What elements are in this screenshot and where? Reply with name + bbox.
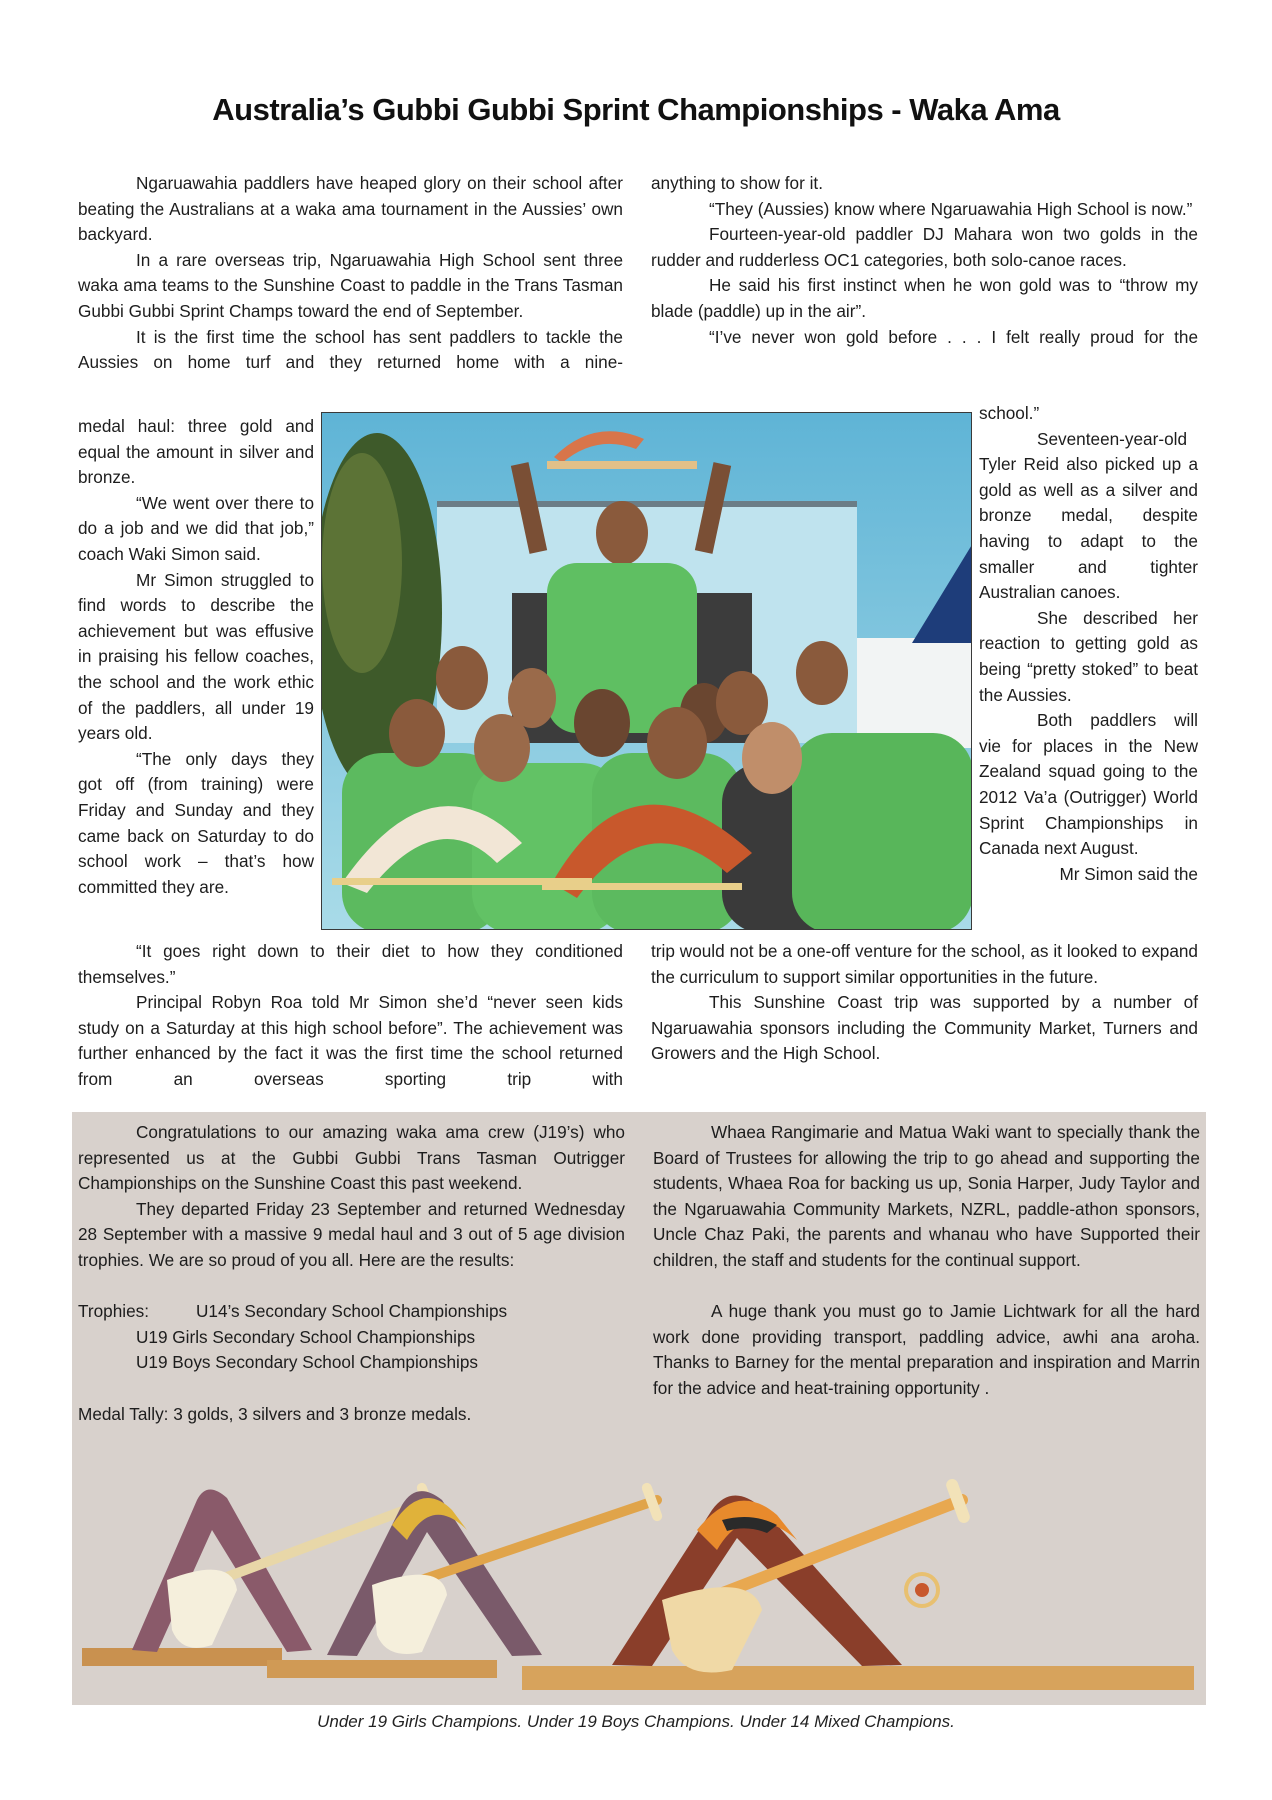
notice-right-column <box>653 1120 1200 1402</box>
right-column-bottom <box>651 939 1198 1067</box>
paragraph: “I’ve never won gold before . . . I felt really proud for the <box>709 326 1198 347</box>
boomerang-trophies-illustration <box>72 1470 1206 1705</box>
paragraph: “It goes right down to their diet to how they conditioned themselves.” <box>78 941 623 987</box>
paragraph: She described her reaction to getting gold as being “pretty stoked” to beat the Aussies. <box>979 607 1198 705</box>
paragraph: Whaea Rangimarie and Matua Waki want to specially thank the Board of Trustees for allowing the trip to go ahead and supporting the students, Whaea Roa for backing us up, Sonia Harper, Judy Taylor and the Ngaruawahia Community Markets, NZRL, paddle-athon sponsors, Uncle Chaz Paki, the parents and whanau who have Supported their children, the staff and students for the continual support. <box>653 1122 1200 1270</box>
trophy-list-row <box>78 1299 625 1325</box>
paragraph: He said his first instinct when he won gold was to “throw my blade (paddle) up in the air”. <box>651 275 1198 321</box>
photo-caption: Under 19 Girls Champions. Under 19 Boys Champions. Under 14 Mixed Champions. <box>317 1712 955 1731</box>
left-column-top <box>78 171 623 376</box>
notice-left-column <box>78 1120 625 1427</box>
paragraph: Fourteen-year-old paddler DJ Mahara won two golds in the rudder and rudderless OC1 categories, both solo-canoe races. <box>651 224 1198 270</box>
paragraph: trip would not be a one-off venture for the school, as it looked to expand the curriculum to support similar opportunities in the future. <box>651 941 1198 987</box>
team-photo-illustration <box>322 413 972 930</box>
paragraph: It is the first time the school has sent paddlers to tackle the Aussies on home turf and they returned home with a nine- <box>78 326 623 373</box>
paragraph: “They (Aussies) know where Ngaruawahia High School is now.” <box>709 198 1193 219</box>
left-column-wrap <box>78 414 314 900</box>
paragraph: Mr Simon struggled to find words to describe the achievement but was effusive in praising his fellow coaches, the school and the work ethic of the paddlers, all under 19 years old. <box>78 569 314 744</box>
paragraph: “We went over there to do a job and we did that job,” coach Waki Simon said. <box>78 492 314 564</box>
paragraph: A huge thank you must go to Jamie Lichtwark for all the hard work done providing transport, paddling advice, awhi ana aroha. Thanks to Barney for the mental preparation and inspiration and Marrin for the advice and heat-training opportunity . <box>653 1301 1200 1398</box>
trophy-item: U19 Girls Secondary School Championships <box>136 1326 476 1347</box>
trophy-photo <box>72 1470 1206 1705</box>
paragraph: They departed Friday 23 September and returned Wednesday 28 September with a massive 9 medal haul and 3 out of 5 age division trophies. We are so proud of you all. Here are the results: <box>78 1198 625 1270</box>
team-photo <box>321 412 972 930</box>
paragraph: medal haul: three gold and equal the amount in silver and bronze. <box>78 416 314 488</box>
trophies-label: Trophies: <box>78 1301 150 1322</box>
medal-tally: Medal Tally: 3 golds, 3 silvers and 3 bronze medals. <box>78 1403 472 1424</box>
right-column-wrap <box>979 401 1198 887</box>
paragraph: “The only days they got off (from training) were Friday and Sunday and they came back on Saturday to do school work – that’s how committed they are. <box>78 748 314 897</box>
trophy-item: U19 Boys Secondary School Championships <box>136 1352 479 1373</box>
paragraph: school.” <box>979 403 1040 423</box>
paragraph: Congratulations to our amazing waka ama crew (J19’s) who represented us at the Gubbi Gubbi Trans Tasman Outrigger Championships on the Sunshine Coast this past weekend. <box>78 1122 625 1194</box>
article-title: Australia’s Gubbi Gubbi Sprint Championships - Waka Ama <box>212 92 1060 127</box>
trophy-item: U14’s Secondary School Championships <box>196 1301 508 1322</box>
right-column-top <box>651 171 1198 350</box>
notice-box <box>72 1112 1206 1705</box>
paragraph: Both paddlers will vie for places in the New Zealand squad going to the 2012 Va’a (Outrigger) World Sprint Championships in Canada next August. <box>979 710 1198 859</box>
left-column-bottom <box>78 939 623 1093</box>
paragraph: In a rare overseas trip, Ngaruawahia High School sent three waka ama teams to the Sunshine Coast to paddle in the Trans Tasman Gubbi Gubbi Sprint Champs toward the end of September. <box>78 249 623 321</box>
paragraph: anything to show for it. <box>651 173 823 193</box>
paragraph: Mr Simon said the <box>1059 863 1198 884</box>
paragraph: Ngaruawahia paddlers have heaped glory on their school after beating the Australians at a waka ama tournament in the Aussies’ own backyard. <box>78 173 623 245</box>
paragraph: Principal Robyn Roa told Mr Simon she’d “never seen kids study on a Saturday at this high school before”. The achievement was further enhanced by the fact it was the first time the school returned from an overseas sporting trip with <box>78 992 623 1089</box>
paragraph: Seventeen-year-old Tyler Reid also picked up a gold as well as a silver and bronze medal, despite having to adapt to the smaller and tighter Australian canoes. <box>979 428 1198 603</box>
paragraph: This Sunshine Coast trip was supported by a number of Ngaruawahia sponsors including the Community Market, Turners and Growers and the High School. <box>651 992 1198 1064</box>
